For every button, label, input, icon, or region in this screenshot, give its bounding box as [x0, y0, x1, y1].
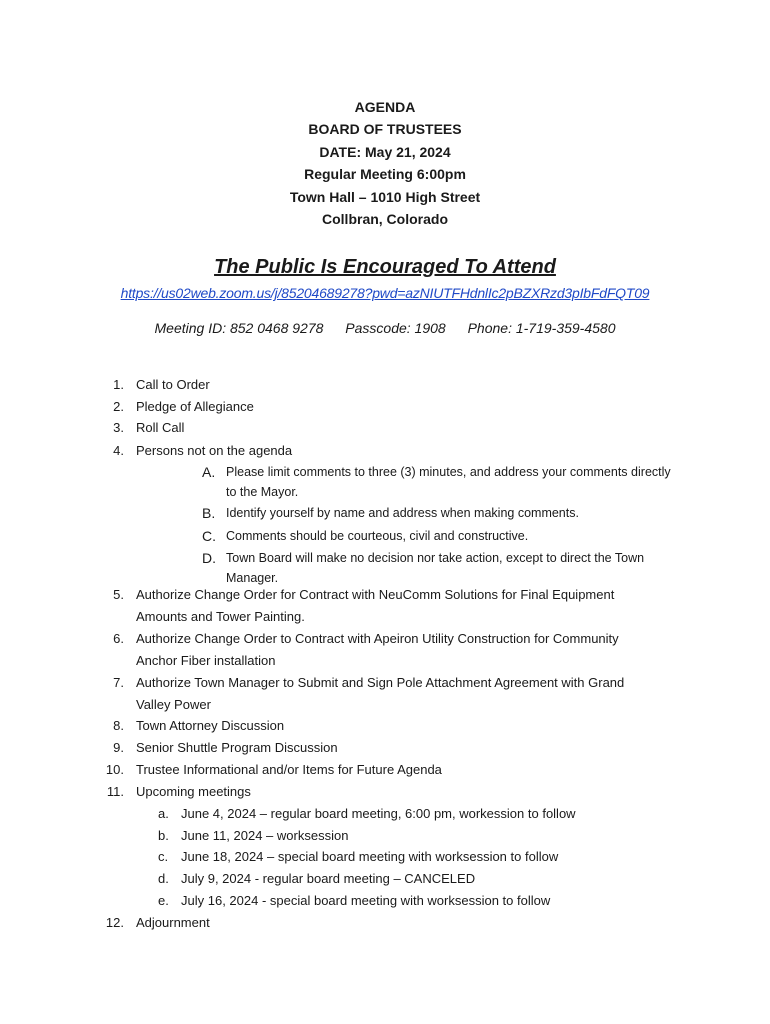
subitem-line: directly to the Mayor. [226, 465, 671, 499]
meeting-text: July 16, 2024 - special board meeting with worksession to follow [181, 893, 551, 908]
subitem-letter: D. [202, 550, 216, 566]
meeting-text: June 11, 2024 – worksession [181, 828, 349, 843]
item-text: Pledge of Allegiance [136, 399, 254, 414]
item-text: Senior Shuttle Program Discussion [136, 740, 338, 755]
item-line: Authorize Change Order to Contract with Apeiron Utility Construction for Community [136, 631, 619, 646]
meeting-text: June 4, 2024 – regular board meeting, 6:00 pm, workession to follow [181, 806, 576, 821]
item-text [136, 673, 666, 715]
header-date: DATE: May 21, 2024 [319, 143, 451, 160]
header-board: BOARD OF TRUSTEES [308, 121, 462, 138]
meeting-id: Meeting ID: 852 0468 9278 [154, 320, 324, 336]
meeting-letter: a. [158, 806, 169, 821]
item-text [136, 629, 666, 671]
item-text: Upcoming meetings [136, 784, 251, 799]
item-number: 3. [113, 420, 124, 435]
subitem-letter: C. [202, 528, 216, 544]
subitem-line: Town Manager. [226, 551, 645, 585]
header-meeting-time: Regular Meeting 6:00pm [304, 166, 466, 183]
header-title: AGENDA [354, 99, 416, 115]
item-text: Town Attorney Discussion [136, 718, 285, 733]
meeting-passcode: Passcode: 1908 [345, 320, 446, 336]
item-text: Call to Order [136, 377, 210, 392]
subitem-text: Identify yourself by name and address when making comments. [226, 506, 579, 520]
item-text: Roll Call [136, 420, 185, 435]
meeting-letter: b. [158, 828, 169, 843]
meeting-text: June 18, 2024 – special board meeting with worksession to follow [181, 849, 559, 864]
meeting-phone: Phone: 1-719-359-4580 [467, 320, 616, 336]
subitem-text [226, 462, 676, 502]
item-number: 8. [113, 718, 124, 733]
item-number: 9. [113, 740, 124, 755]
item-number: 12. [105, 915, 124, 930]
meeting-letter: e. [158, 893, 169, 908]
item-number: 2. [113, 399, 124, 414]
item-number: 11. [106, 784, 124, 799]
meeting-info [0, 320, 770, 336]
public-notice: The Public Is Encouraged To Attend [214, 256, 556, 278]
item-number: 5. [113, 587, 124, 602]
meeting-text: July 9, 2024 - regular board meeting – CANCELED [181, 871, 476, 886]
item-number: 6. [113, 631, 124, 646]
subitem-letter: A. [202, 464, 216, 480]
zoom-link[interactable]: https://us02web.zoom.us/j/85204689278?pwd=azNIUTFHdnlIc2pBZXRzd3pIbFdFQT09 [120, 285, 650, 301]
item-number: 1. [113, 377, 124, 392]
subitem-text: Comments should be courteous, civil and constructive. [226, 529, 529, 543]
item-text: Persons not on the agenda [136, 443, 293, 458]
item-number: 4. [113, 443, 124, 458]
item-text [136, 585, 666, 627]
item-text: Adjournment [136, 915, 210, 930]
item-text: Trustee Informational and/or Items for Future Agenda [136, 762, 442, 777]
item-number: 10. [105, 762, 124, 777]
meeting-letter: d. [158, 871, 169, 886]
subitem-line: Please limit comments to three (3) minutes, and address your comments [226, 465, 628, 479]
subitem-text [226, 548, 676, 588]
item-line: Authorize Town Manager to Submit and Sign Pole Attachment Agreement with Grand [136, 675, 625, 690]
item-line: Anchor Fiber installation [136, 653, 276, 668]
header-city: Collbran, Colorado [322, 211, 448, 228]
item-line: Amounts and Tower Painting. [136, 609, 305, 624]
header-location: Town Hall – 1010 High Street [289, 188, 481, 205]
subitem-line: Town Board will make no decision nor take action, except to direct the [226, 551, 612, 565]
item-line: Valley Power [136, 697, 211, 712]
subitem-letter: B. [202, 505, 216, 521]
agenda-header [0, 96, 770, 230]
item-line: Authorize Change Order for Contract with NeuComm Solutions for Final Equipment [136, 587, 615, 602]
item-number: 7. [113, 675, 124, 690]
meeting-letter: c. [158, 849, 169, 864]
